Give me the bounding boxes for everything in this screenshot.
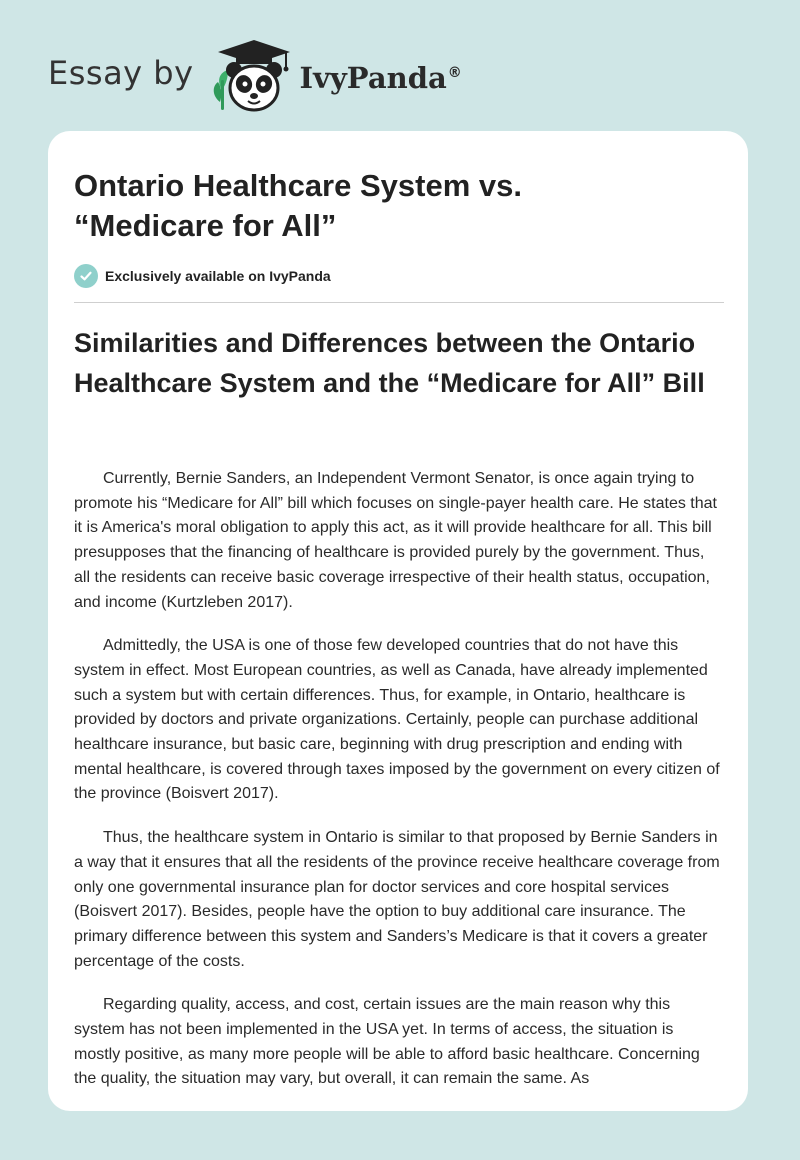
- brand-name-text: IvyPanda: [299, 61, 447, 95]
- exclusive-label: Exclusively available on IvyPanda: [105, 268, 331, 284]
- brand-name[interactable]: [300, 61, 462, 95]
- registered-mark: ®: [447, 65, 462, 82]
- brand-prefix: Essay by: [48, 54, 194, 92]
- paragraph-4: Regarding quality, access, and cost, certain issues are the main reason why this system has not been implemented in the USA yet. In terms of access, the situation is mostly positive, as many more people will be able to afford basic healthcare. Concerning the quality, the situation may vary, but overall, it can remain the same. As: [74, 996, 700, 1088]
- checkmark-icon: [74, 264, 98, 288]
- essay-card: [48, 131, 748, 1111]
- page-title-line-1: Ontario Healthcare System vs.: [74, 168, 522, 203]
- site-header: [48, 36, 462, 116]
- divider: [74, 302, 724, 303]
- page-title: [74, 166, 694, 246]
- panda-logo-icon[interactable]: [206, 36, 298, 116]
- exclusive-badge: [74, 264, 331, 288]
- page-title-line-2: “Medicare for All”: [74, 208, 337, 243]
- paragraph-2: Admittedly, the USA is one of those few developed countries that do not have this system in effect. Most European countries, as well as Canada, have already implemented such a system but with certain differences. Thus, for example, in Ontario, healthcare is provided by doctors and private organizations. Certainly, people can purchase additional healthcare insurance, but basic care, beginning with drug prescription and ending with mental healthcare, is covered through taxes imposed by the government on every citizen of the province (Boisvert 2017).: [74, 637, 720, 803]
- paragraph-1: Currently, Bernie Sanders, an Independent Vermont Senator, is once again trying to promote his “Medicare for All” bill which focuses on single-payer health care. He states that it is America's moral obligation to apply this act, as it will provide healthcare for all. This bill presupposes that the financing of healthcare is provided purely by the government. Thus, all the residents can receive basic coverage irrespective of their health status, occupation, and income (Kurtzleben 2017).: [74, 470, 717, 611]
- section-heading: Similarities and Differences between the Ontario Healthcare System and the “Medicare for All” Bill: [74, 328, 705, 398]
- essay-body: [74, 467, 724, 1111]
- paragraph-3: Thus, the healthcare system in Ontario is similar to that proposed by Bernie Sanders in a way that it ensures that all the residents of the province receive healthcare coverage from only one governmental insurance plan for doctor services and core hospital services (Boisvert 2017). Besides, people have the option to buy additional care insurance. The primary difference between this system and Sanders’s Medicare is that it covers a greater percentage of the costs.: [74, 829, 720, 970]
